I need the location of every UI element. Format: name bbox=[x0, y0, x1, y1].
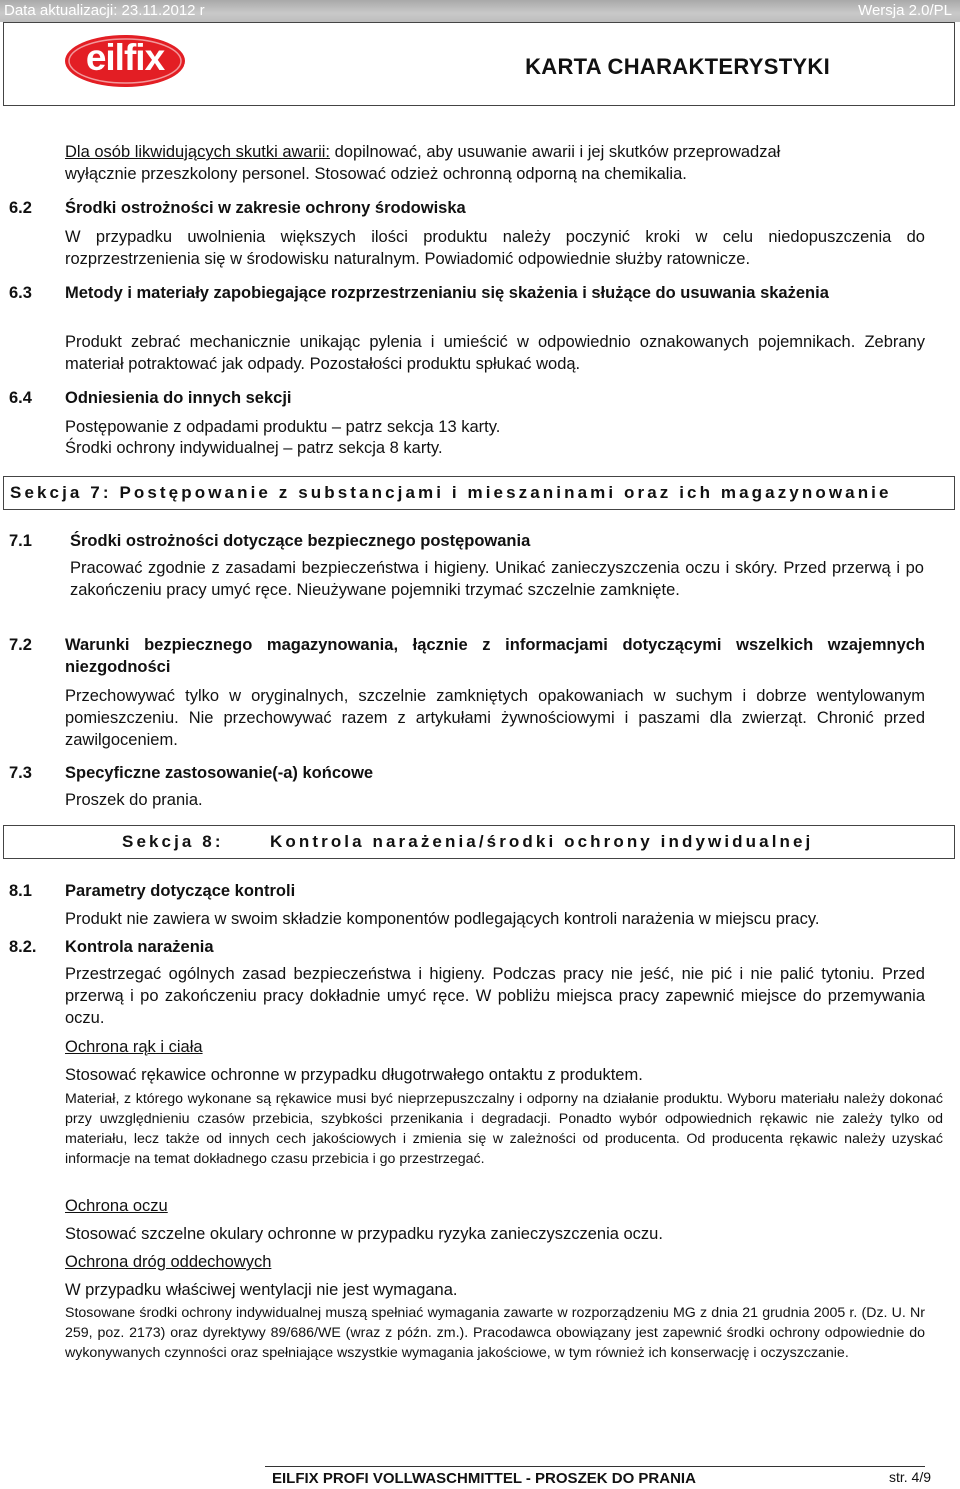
num-8-2: 8.2. bbox=[9, 938, 37, 956]
text-8-1: Produkt nie zawiera w swoim składzie komponentów podlegających kontroli narażenia w miejscu pracy. bbox=[65, 910, 820, 928]
section-7-header: Sekcja 7: Postępowanie z substancjami i mieszaninami oraz ich magazynowanie bbox=[3, 476, 955, 510]
page-number: str. 4/9 bbox=[889, 1469, 932, 1485]
heading-6-4: Odniesienia do innych sekcji bbox=[65, 389, 292, 407]
hands-protection-text: Stosować rękawice ochronne w przypadku długotrwałego ontaktu z produktem. bbox=[65, 1066, 643, 1084]
logo-text: eilfix bbox=[85, 37, 165, 78]
version-label: Wersja 2.0/PL bbox=[858, 2, 952, 19]
hands-protection-details: Materiał, z którego wykonane są rękawice musi być nieprzepuszczalny i odporny na działanie produktu. Wyboru materiału należy dokonać przy uwzględnieniu czasów przebicia, szybkości przenikania i degradacji. Ponadto wybór odpowiednich rękawic nie zależy tylko od materiału, lecz także od innych cech jakościowych i zmienia się w zależności od producenta. Od producenta rękawic należy uzyskać informacje na temat dokładnego czasu przebicia i go przestrzegać. bbox=[65, 1091, 943, 1167]
hands-protection-label: Ochrona rąk i ciała bbox=[65, 1038, 203, 1056]
text-7-3: Proszek do prania. bbox=[65, 791, 203, 809]
cleanup-label: Dla osób likwidujących skutki awarii: bbox=[65, 143, 331, 161]
document-title: KARTA CHARAKTERYSTYKI bbox=[525, 54, 830, 79]
registered-mark: ® bbox=[184, 61, 191, 71]
cleanup-text-1: dopilnować, aby usuwanie awarii i jej skutków przeprowadzał bbox=[330, 143, 781, 161]
num-7-2: 7.2 bbox=[9, 636, 32, 654]
num-8-1: 8.1 bbox=[9, 882, 32, 900]
heading-8-2: Kontrola narażenia bbox=[65, 938, 214, 956]
cleanup-line-1 bbox=[65, 141, 925, 163]
update-date: Data aktualizacji: 23.11.2012 r bbox=[4, 2, 205, 19]
respiratory-protection-details: Stosowane środki ochrony indywidualnej muszą spełniać wymagania zawarte w rozporządzeniu MG z dnia 21 grudnia 2005 r. (Dz. U. Nr 259, poz. 2173) oraz dyrektywy 89/686/WE (wraz z późn. zm.). Pracodawca obowiązany jest zapewnić środki ochrony odpowiednie do wykonywanych czynności oraz spełniające wszystkie wymagania jakościowe, w tym również ich konserwację i oczyszczanie. bbox=[65, 1305, 925, 1361]
num-6-4: 6.4 bbox=[9, 389, 32, 407]
respiratory-protection-text: W przypadku właściwej wentylacji nie jest wymagana. bbox=[65, 1281, 458, 1299]
text-6-4-b: Środki ochrony indywidualnej – patrz sekcja 8 karty. bbox=[65, 439, 443, 457]
text-6-3: Produkt zebrać mechanicznie unikając pylenia i umieścić w odpowiednio oznakowanych pojemnikach. Zebrany materiał potraktować jak odpady. Pozostałości produktu spłukać wodą. bbox=[65, 333, 925, 373]
text-6-2: W przypadku uwolnienia większych ilości produktu należy poczynić kroki w celu niedopuszczenia do rozprzestrzenienia się w środowisku naturalnym. Powiadomić odpowiednie służby ratownicze. bbox=[65, 228, 925, 268]
heading-7-1: Środki ostrożności dotyczące bezpiecznego postępowania bbox=[70, 532, 531, 550]
heading-8-1: Parametry dotyczące kontroli bbox=[65, 882, 296, 900]
num-7-1: 7.1 bbox=[9, 532, 32, 550]
eye-protection-label: Ochrona oczu bbox=[65, 1197, 168, 1215]
num-7-3: 7.3 bbox=[9, 764, 32, 782]
eye-protection-text: Stosować szczelne okulary ochronne w przypadku ryzyka zanieczyszczenia oczu. bbox=[65, 1225, 663, 1243]
top-bar bbox=[0, 0, 960, 22]
heading-7-3: Specyficzne zastosowanie(-a) końcowe bbox=[65, 764, 374, 782]
eilfix-logo bbox=[64, 33, 196, 91]
heading-6-3: Metody i materiały zapobiegające rozprzestrzenianiu się skażenia i służące do usuwania skażenia bbox=[65, 284, 829, 302]
document-header bbox=[3, 22, 955, 106]
text-7-1: Pracować zgodnie z zasadami bezpieczeństwa i higieny. Unikać zanieczyszczenia oczu i skóry. Przed przerwą i po zakończeniu pracy umyć ręce. Nieużywane pojemniki trzymać szczelnie zamknięte. bbox=[70, 559, 924, 599]
text-8-2: Przestrzegać ogólnych zasad bezpieczeństwa i higieny. Podczas pracy nie jeść, nie pić i nie palić tytoniu. Przed przerwą i po zakończeniu pracy dokładnie umyć ręce. W pobliżu miejsca pracy zapewnić miejsce do przemywania oczu. bbox=[65, 965, 925, 1027]
heading-7-2: Warunki bezpiecznego magazynowania, łącznie z informacjami dotyczącymi wszelkich wzajemnych niezgodności bbox=[65, 636, 925, 676]
section-8-header bbox=[3, 825, 955, 859]
cleanup-line-2: wyłącznie przeszkolony personel. Stosować odzież ochronną odporną na chemikalia. bbox=[65, 165, 687, 183]
text-6-4-a: Postępowanie z odpadami produktu – patrz sekcja 13 karty. bbox=[65, 418, 501, 436]
num-6-3: 6.3 bbox=[9, 284, 32, 302]
section-8-label: Sekcja 8: bbox=[122, 832, 224, 851]
footer-product-name: EILFIX PROFI VOLLWASCHMITTEL - PROSZEK DO PRANIA bbox=[272, 1470, 696, 1487]
heading-6-2: Środki ostrożności w zakresie ochrony środowiska bbox=[65, 199, 466, 217]
section-8-title: Kontrola narażenia/środki ochrony indywidualnej bbox=[270, 832, 814, 851]
respiratory-protection-label: Ochrona dróg oddechowych bbox=[65, 1253, 272, 1271]
text-7-2: Przechowywać tylko w oryginalnych, szczelnie zamkniętych opakowaniach w suchym i dobrze wentylowanym pomieszczeniu. Nie przechowywać razem z artykułami żywnościowymi i paszami dla zwierząt. Chronić przed zawilgoceniem. bbox=[65, 687, 925, 749]
num-6-2: 6.2 bbox=[9, 199, 32, 217]
footer-divider bbox=[265, 1466, 925, 1467]
